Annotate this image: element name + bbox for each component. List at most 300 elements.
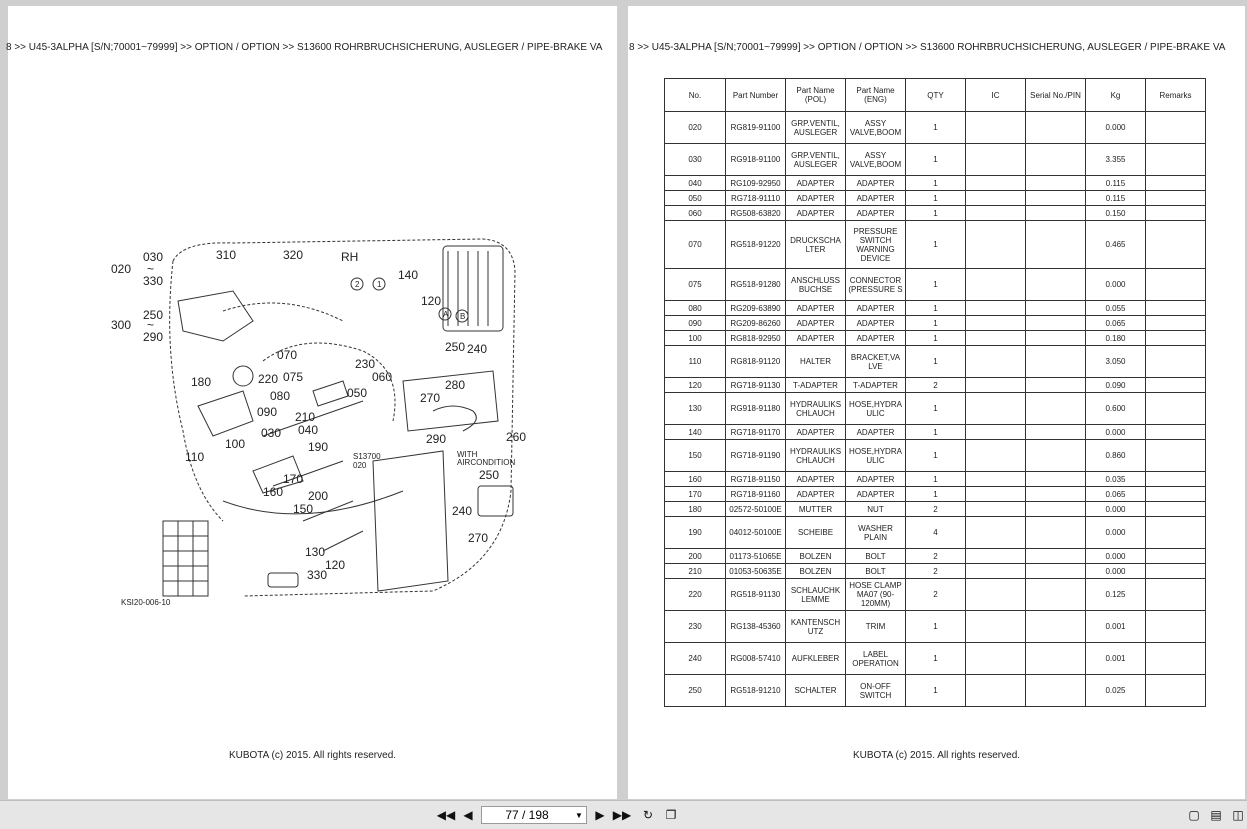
table-cell: 0.150 (1086, 206, 1146, 221)
svg-text:220: 220 (258, 372, 279, 386)
table-cell: T-ADAPTER (846, 378, 906, 393)
table-cell (966, 346, 1026, 378)
table-cell (966, 517, 1026, 549)
left-page (8, 6, 617, 799)
table-row (665, 517, 1206, 549)
table-cell (1146, 643, 1206, 675)
table-cell: ADAPTER (846, 472, 906, 487)
last-page-icon[interactable]: ▶▶ (612, 808, 632, 822)
table-cell: 4 (906, 517, 966, 549)
table-row (665, 487, 1206, 502)
table-cell: 190 (665, 517, 726, 549)
table-cell: PRESSURE SWITCH WARNING DEVICE (846, 221, 906, 269)
table-row (665, 643, 1206, 675)
table-cell: DRUCKSCHA LTER (786, 221, 846, 269)
svg-text:270: 270 (420, 391, 441, 405)
table-row (665, 675, 1206, 707)
table-row (665, 144, 1206, 176)
table-row (665, 191, 1206, 206)
svg-text:030: 030 (261, 426, 282, 440)
table-cell: NUT (846, 502, 906, 517)
table-cell: 0.000 (1086, 269, 1146, 301)
table-cell (1146, 346, 1206, 378)
table-cell (1026, 176, 1086, 191)
table-cell: RG918-91100 (726, 144, 786, 176)
table-cell: 040 (665, 176, 726, 191)
continuous-view-icon[interactable]: ▤ (1210, 808, 1222, 822)
table-row (665, 472, 1206, 487)
first-page-icon[interactable]: ◀◀ (436, 808, 456, 822)
copyright-footer: KUBOTA (c) 2015. All rights reserved. (228, 750, 397, 761)
svg-text:090: 090 (257, 405, 278, 419)
svg-text:B: B (460, 312, 466, 321)
table-cell: 230 (665, 611, 726, 643)
svg-text:250: 250 (479, 468, 500, 482)
table-cell: 1 (906, 316, 966, 331)
table-cell (966, 221, 1026, 269)
table-cell: 100 (665, 331, 726, 346)
table-cell (966, 206, 1026, 221)
table-cell: RG918-91180 (726, 393, 786, 425)
svg-text:075: 075 (283, 370, 304, 384)
table-cell: 050 (665, 191, 726, 206)
table-cell: 0.000 (1086, 517, 1146, 549)
table-cell: RG718-91170 (726, 425, 786, 440)
table-row (665, 579, 1206, 611)
svg-text:160: 160 (263, 485, 284, 499)
table-cell: SCHALTER (786, 675, 846, 707)
table-cell: 1 (906, 393, 966, 425)
table-cell: 0.115 (1086, 191, 1146, 206)
table-cell (1146, 316, 1206, 331)
col-header: Part Name (POL) (786, 79, 846, 112)
table-cell: 075 (665, 269, 726, 301)
svg-text:100: 100 (225, 437, 246, 451)
table-row (665, 331, 1206, 346)
facing-view-icon[interactable]: ◫ (1232, 808, 1244, 822)
table-cell: HYDRAULIKS CHLAUCH (786, 440, 846, 472)
svg-text:250: 250 (143, 308, 164, 322)
svg-text:060: 060 (372, 370, 393, 384)
svg-text:S13700: S13700 (353, 452, 381, 461)
table-cell: RG209-63890 (726, 301, 786, 316)
table-cell: 1 (906, 440, 966, 472)
col-header: Part Number (726, 79, 786, 112)
table-cell: SCHEIBE (786, 517, 846, 549)
svg-text:250: 250 (445, 340, 466, 354)
table-cell: ADAPTER (786, 472, 846, 487)
two-page-icon[interactable]: ❐ (665, 808, 677, 822)
page-number-value: 77 / 198 (505, 808, 549, 822)
table-cell: 120 (665, 378, 726, 393)
table-cell (966, 472, 1026, 487)
svg-text:140: 140 (398, 268, 419, 282)
svg-text:040: 040 (298, 423, 319, 437)
svg-text:180: 180 (191, 375, 212, 389)
svg-text:1: 1 (377, 280, 382, 289)
table-cell: 01173-51065E (726, 549, 786, 564)
table-cell: 1 (906, 301, 966, 316)
table-cell: 1 (906, 206, 966, 221)
table-cell (1146, 191, 1206, 206)
svg-text:070: 070 (277, 348, 298, 362)
table-cell: RG818-91120 (726, 346, 786, 378)
table-cell: 0.115 (1086, 176, 1146, 191)
copyright-footer: KUBOTA (c) 2015. All rights reserved. (852, 750, 1021, 761)
table-cell: 0.065 (1086, 316, 1146, 331)
table-cell (966, 487, 1026, 502)
table-cell: 2 (906, 579, 966, 611)
table-cell: ADAPTER (786, 487, 846, 502)
table-cell (1026, 144, 1086, 176)
col-header: No. (665, 79, 726, 112)
svg-text:300: 300 (111, 318, 132, 332)
table-cell (1146, 472, 1206, 487)
table-cell: GRP.VENTIL, AUSLEGER (786, 144, 846, 176)
table-cell: SCHLAUCHK LEMME (786, 579, 846, 611)
table-cell: 1 (906, 487, 966, 502)
breadcrumb: 8 >> U45-3ALPHA [S/N;70001~79999] >> OPTION / OPTION >> S13600 ROHRBRUCHSICHERUNG, AUSLEGER / PIPE-BRAKE VA (629, 42, 1226, 53)
table-cell: 0.000 (1086, 112, 1146, 144)
table-cell: ASSY VALVE,BOOM (846, 144, 906, 176)
svg-text:190: 190 (308, 440, 329, 454)
table-cell (966, 144, 1026, 176)
table-cell: RG209-86260 (726, 316, 786, 331)
table-cell (1146, 144, 1206, 176)
table-cell: 0.180 (1086, 331, 1146, 346)
table-cell: HOSE,HYDRA ULIC (846, 440, 906, 472)
col-header: QTY (906, 79, 966, 112)
svg-text:200: 200 (308, 489, 329, 503)
table-cell (1146, 378, 1206, 393)
table-cell: 1 (906, 472, 966, 487)
table-cell: ADAPTER (786, 191, 846, 206)
table-cell: 0.055 (1086, 301, 1146, 316)
table-row (665, 346, 1206, 378)
table-row (665, 112, 1206, 144)
table-cell: 04012-50100E (726, 517, 786, 549)
table-cell: RG718-91130 (726, 378, 786, 393)
table-cell: ADAPTER (846, 425, 906, 440)
table-cell: KANTENSCH UTZ (786, 611, 846, 643)
svg-text:020: 020 (353, 461, 367, 470)
table-cell: GRP.VENTIL, AUSLEGER (786, 112, 846, 144)
table-row (665, 502, 1206, 517)
table-cell: 0.000 (1086, 425, 1146, 440)
table-cell: 080 (665, 301, 726, 316)
table-cell (1026, 675, 1086, 707)
table-cell (1146, 564, 1206, 579)
table-cell (966, 301, 1026, 316)
table-cell (1026, 472, 1086, 487)
svg-text:210: 210 (295, 410, 316, 424)
table-cell: BOLZEN (786, 564, 846, 579)
table-cell: 020 (665, 112, 726, 144)
table-row (665, 269, 1206, 301)
svg-text:240: 240 (467, 342, 488, 356)
table-row (665, 301, 1206, 316)
table-cell (1146, 487, 1206, 502)
table-cell (1146, 440, 1206, 472)
table-cell: RG718-91190 (726, 440, 786, 472)
table-cell: ADAPTER (786, 425, 846, 440)
col-header: Part Name (ENG) (846, 79, 906, 112)
table-cell (1146, 112, 1206, 144)
table-cell: 1 (906, 176, 966, 191)
exploded-view-drawing (103, 231, 527, 611)
table-cell (1026, 564, 1086, 579)
table-cell (1026, 206, 1086, 221)
svg-text:020: 020 (111, 262, 132, 276)
chevron-down-icon: ▼ (575, 810, 583, 820)
col-header: Kg (1086, 79, 1146, 112)
table-cell: 0.000 (1086, 564, 1146, 579)
table-cell: 0.600 (1086, 393, 1146, 425)
table-row (665, 378, 1206, 393)
table-cell: 3.355 (1086, 144, 1146, 176)
table-cell: ANSCHLUSS BUCHSE (786, 269, 846, 301)
table-cell: 250 (665, 675, 726, 707)
table-cell (1146, 393, 1206, 425)
table-cell: 110 (665, 346, 726, 378)
table-cell: ADAPTER (846, 487, 906, 502)
prev-page-icon[interactable]: ◀ (463, 808, 473, 822)
table-cell (966, 425, 1026, 440)
svg-text:080: 080 (270, 389, 291, 403)
table-row (665, 611, 1206, 643)
table-cell (966, 549, 1026, 564)
table-cell: RG718-91160 (726, 487, 786, 502)
svg-text:030: 030 (143, 250, 164, 264)
table-row (665, 564, 1206, 579)
table-cell: 0.001 (1086, 611, 1146, 643)
next-page-icon[interactable]: ▶ (595, 808, 605, 822)
table-cell: 1 (906, 191, 966, 206)
table-cell: BRACKET,VA LVE (846, 346, 906, 378)
svg-text:KSI20-006-10: KSI20-006-10 (121, 598, 171, 607)
table-cell (1026, 378, 1086, 393)
table-cell: 1 (906, 112, 966, 144)
table-cell (966, 579, 1026, 611)
table-cell: 0.125 (1086, 579, 1146, 611)
table-cell (1146, 517, 1206, 549)
svg-text:330: 330 (143, 274, 164, 288)
table-cell: 2 (906, 564, 966, 579)
table-cell: ADAPTER (786, 176, 846, 191)
table-cell: MUTTER (786, 502, 846, 517)
table-cell (1026, 611, 1086, 643)
table-cell: 210 (665, 564, 726, 579)
table-cell: RG008-57410 (726, 643, 786, 675)
table-cell: 1 (906, 611, 966, 643)
table-cell (1026, 316, 1086, 331)
parts-diagram (103, 231, 527, 611)
table-cell: CONNECTOR (PRESSURE S (846, 269, 906, 301)
table-cell: ADAPTER (846, 331, 906, 346)
table-cell: ADAPTER (846, 176, 906, 191)
svg-text:320: 320 (283, 248, 304, 262)
table-cell (1146, 579, 1206, 611)
table-cell: 1 (906, 643, 966, 675)
table-cell (1026, 269, 1086, 301)
svg-text:120: 120 (421, 294, 442, 308)
table-cell: RG518-91210 (726, 675, 786, 707)
table-cell (1026, 579, 1086, 611)
svg-text:~: ~ (147, 318, 155, 332)
table-cell (1146, 331, 1206, 346)
table-cell: RG518-91280 (726, 269, 786, 301)
table-cell: RG818-92950 (726, 331, 786, 346)
table-cell: ADAPTER (846, 301, 906, 316)
table-cell: BOLZEN (786, 549, 846, 564)
svg-text:270: 270 (468, 531, 489, 545)
table-cell: 1 (906, 346, 966, 378)
table-cell: 0.860 (1086, 440, 1146, 472)
table-cell (966, 316, 1026, 331)
table-cell (1026, 331, 1086, 346)
right-page (628, 6, 1245, 799)
table-cell: RG718-91110 (726, 191, 786, 206)
svg-text:120: 120 (325, 558, 346, 572)
table-cell: 0.065 (1086, 487, 1146, 502)
svg-text:150: 150 (293, 502, 314, 516)
table-header-row (665, 79, 1206, 112)
svg-text:260: 260 (506, 430, 527, 444)
col-header: IC (966, 79, 1026, 112)
table-cell (1026, 191, 1086, 206)
svg-text:240: 240 (452, 504, 473, 518)
table-cell: 1 (906, 331, 966, 346)
table-cell: 01053-50635E (726, 564, 786, 579)
page-number-select[interactable] (481, 806, 587, 824)
table-cell (966, 611, 1026, 643)
table-cell (966, 269, 1026, 301)
table-cell (1026, 502, 1086, 517)
table-cell: TRIM (846, 611, 906, 643)
table-cell: 2 (906, 502, 966, 517)
table-cell: 030 (665, 144, 726, 176)
svg-text:330: 330 (307, 568, 328, 582)
table-cell: 3.050 (1086, 346, 1146, 378)
table-cell: T-ADAPTER (786, 378, 846, 393)
col-header: Remarks (1146, 79, 1206, 112)
svg-text:AIRCONDITION: AIRCONDITION (457, 458, 516, 467)
table-row (665, 393, 1206, 425)
table-cell: 090 (665, 316, 726, 331)
table-cell (1146, 301, 1206, 316)
rotate-icon[interactable]: ↻ (642, 808, 654, 822)
table-cell: 140 (665, 425, 726, 440)
table-cell (1146, 425, 1206, 440)
table-cell (1146, 675, 1206, 707)
table-cell: 220 (665, 579, 726, 611)
table-cell (966, 176, 1026, 191)
table-row (665, 316, 1206, 331)
table-cell: ADAPTER (846, 316, 906, 331)
table-cell: ADAPTER (786, 316, 846, 331)
table-cell (1146, 549, 1206, 564)
table-cell: 1 (906, 144, 966, 176)
breadcrumb: 8 >> U45-3ALPHA [S/N;70001~79999] >> OPTION / OPTION >> S13600 ROHRBRUCHSICHERUNG, AUSLEGER / PIPE-BRAKE VA (6, 42, 603, 53)
table-cell: RG508-63820 (726, 206, 786, 221)
table-cell: ADAPTER (786, 331, 846, 346)
table-row (665, 440, 1206, 472)
table-cell (1146, 221, 1206, 269)
table-cell: 0.090 (1086, 378, 1146, 393)
table-cell (966, 112, 1026, 144)
svg-text:RH: RH (341, 250, 359, 264)
table-cell (966, 440, 1026, 472)
table-cell (966, 643, 1026, 675)
table-cell: 02572-50100E (726, 502, 786, 517)
table-cell: 160 (665, 472, 726, 487)
table-cell (1026, 393, 1086, 425)
table-cell (1026, 549, 1086, 564)
table-cell: ON-OFF SWITCH (846, 675, 906, 707)
col-header: Serial No./PIN (1026, 79, 1086, 112)
table-cell (966, 378, 1026, 393)
table-cell: 200 (665, 549, 726, 564)
table-row (665, 176, 1206, 191)
single-page-view-icon[interactable]: ▢ (1188, 808, 1200, 822)
table-cell: 0.001 (1086, 643, 1146, 675)
svg-text:2: 2 (355, 280, 360, 289)
table-cell (1026, 440, 1086, 472)
table-cell: RG138-45360 (726, 611, 786, 643)
table-row (665, 549, 1206, 564)
table-cell (966, 191, 1026, 206)
table-cell (966, 502, 1026, 517)
table-cell: BOLT (846, 564, 906, 579)
svg-text:230: 230 (355, 357, 376, 371)
svg-text:~: ~ (147, 262, 155, 276)
svg-text:170: 170 (283, 472, 304, 486)
table-cell: 240 (665, 643, 726, 675)
svg-text:130: 130 (305, 545, 326, 559)
table-cell: WASHER PLAIN (846, 517, 906, 549)
table-cell: 150 (665, 440, 726, 472)
table-cell (1146, 269, 1206, 301)
table-cell: RG718-91150 (726, 472, 786, 487)
table-cell: ADAPTER (786, 301, 846, 316)
table-cell: 180 (665, 502, 726, 517)
table-cell: 130 (665, 393, 726, 425)
table-cell (966, 675, 1026, 707)
table-cell: HYDRAULIKS CHLAUCH (786, 393, 846, 425)
table-cell: HOSE CLAMP MA07 (90-120MM) (846, 579, 906, 611)
table-cell (1026, 643, 1086, 675)
table-cell: 2 (906, 378, 966, 393)
table-cell (1146, 502, 1206, 517)
table-cell (1146, 176, 1206, 191)
table-cell (966, 393, 1026, 425)
table-cell (1146, 206, 1206, 221)
table-cell (1026, 221, 1086, 269)
table-cell: HALTER (786, 346, 846, 378)
table-cell: 1 (906, 269, 966, 301)
table-cell: 1 (906, 675, 966, 707)
table-cell: 0.465 (1086, 221, 1146, 269)
table-cell: 1 (906, 221, 966, 269)
table-cell: RG819-91100 (726, 112, 786, 144)
svg-text:290: 290 (426, 432, 447, 446)
svg-text:050: 050 (347, 386, 368, 400)
table-cell: 0.000 (1086, 502, 1146, 517)
table-cell: 0.035 (1086, 472, 1146, 487)
table-cell: AUFKLEBER (786, 643, 846, 675)
table-cell: 0.000 (1086, 549, 1146, 564)
table-cell (1026, 346, 1086, 378)
